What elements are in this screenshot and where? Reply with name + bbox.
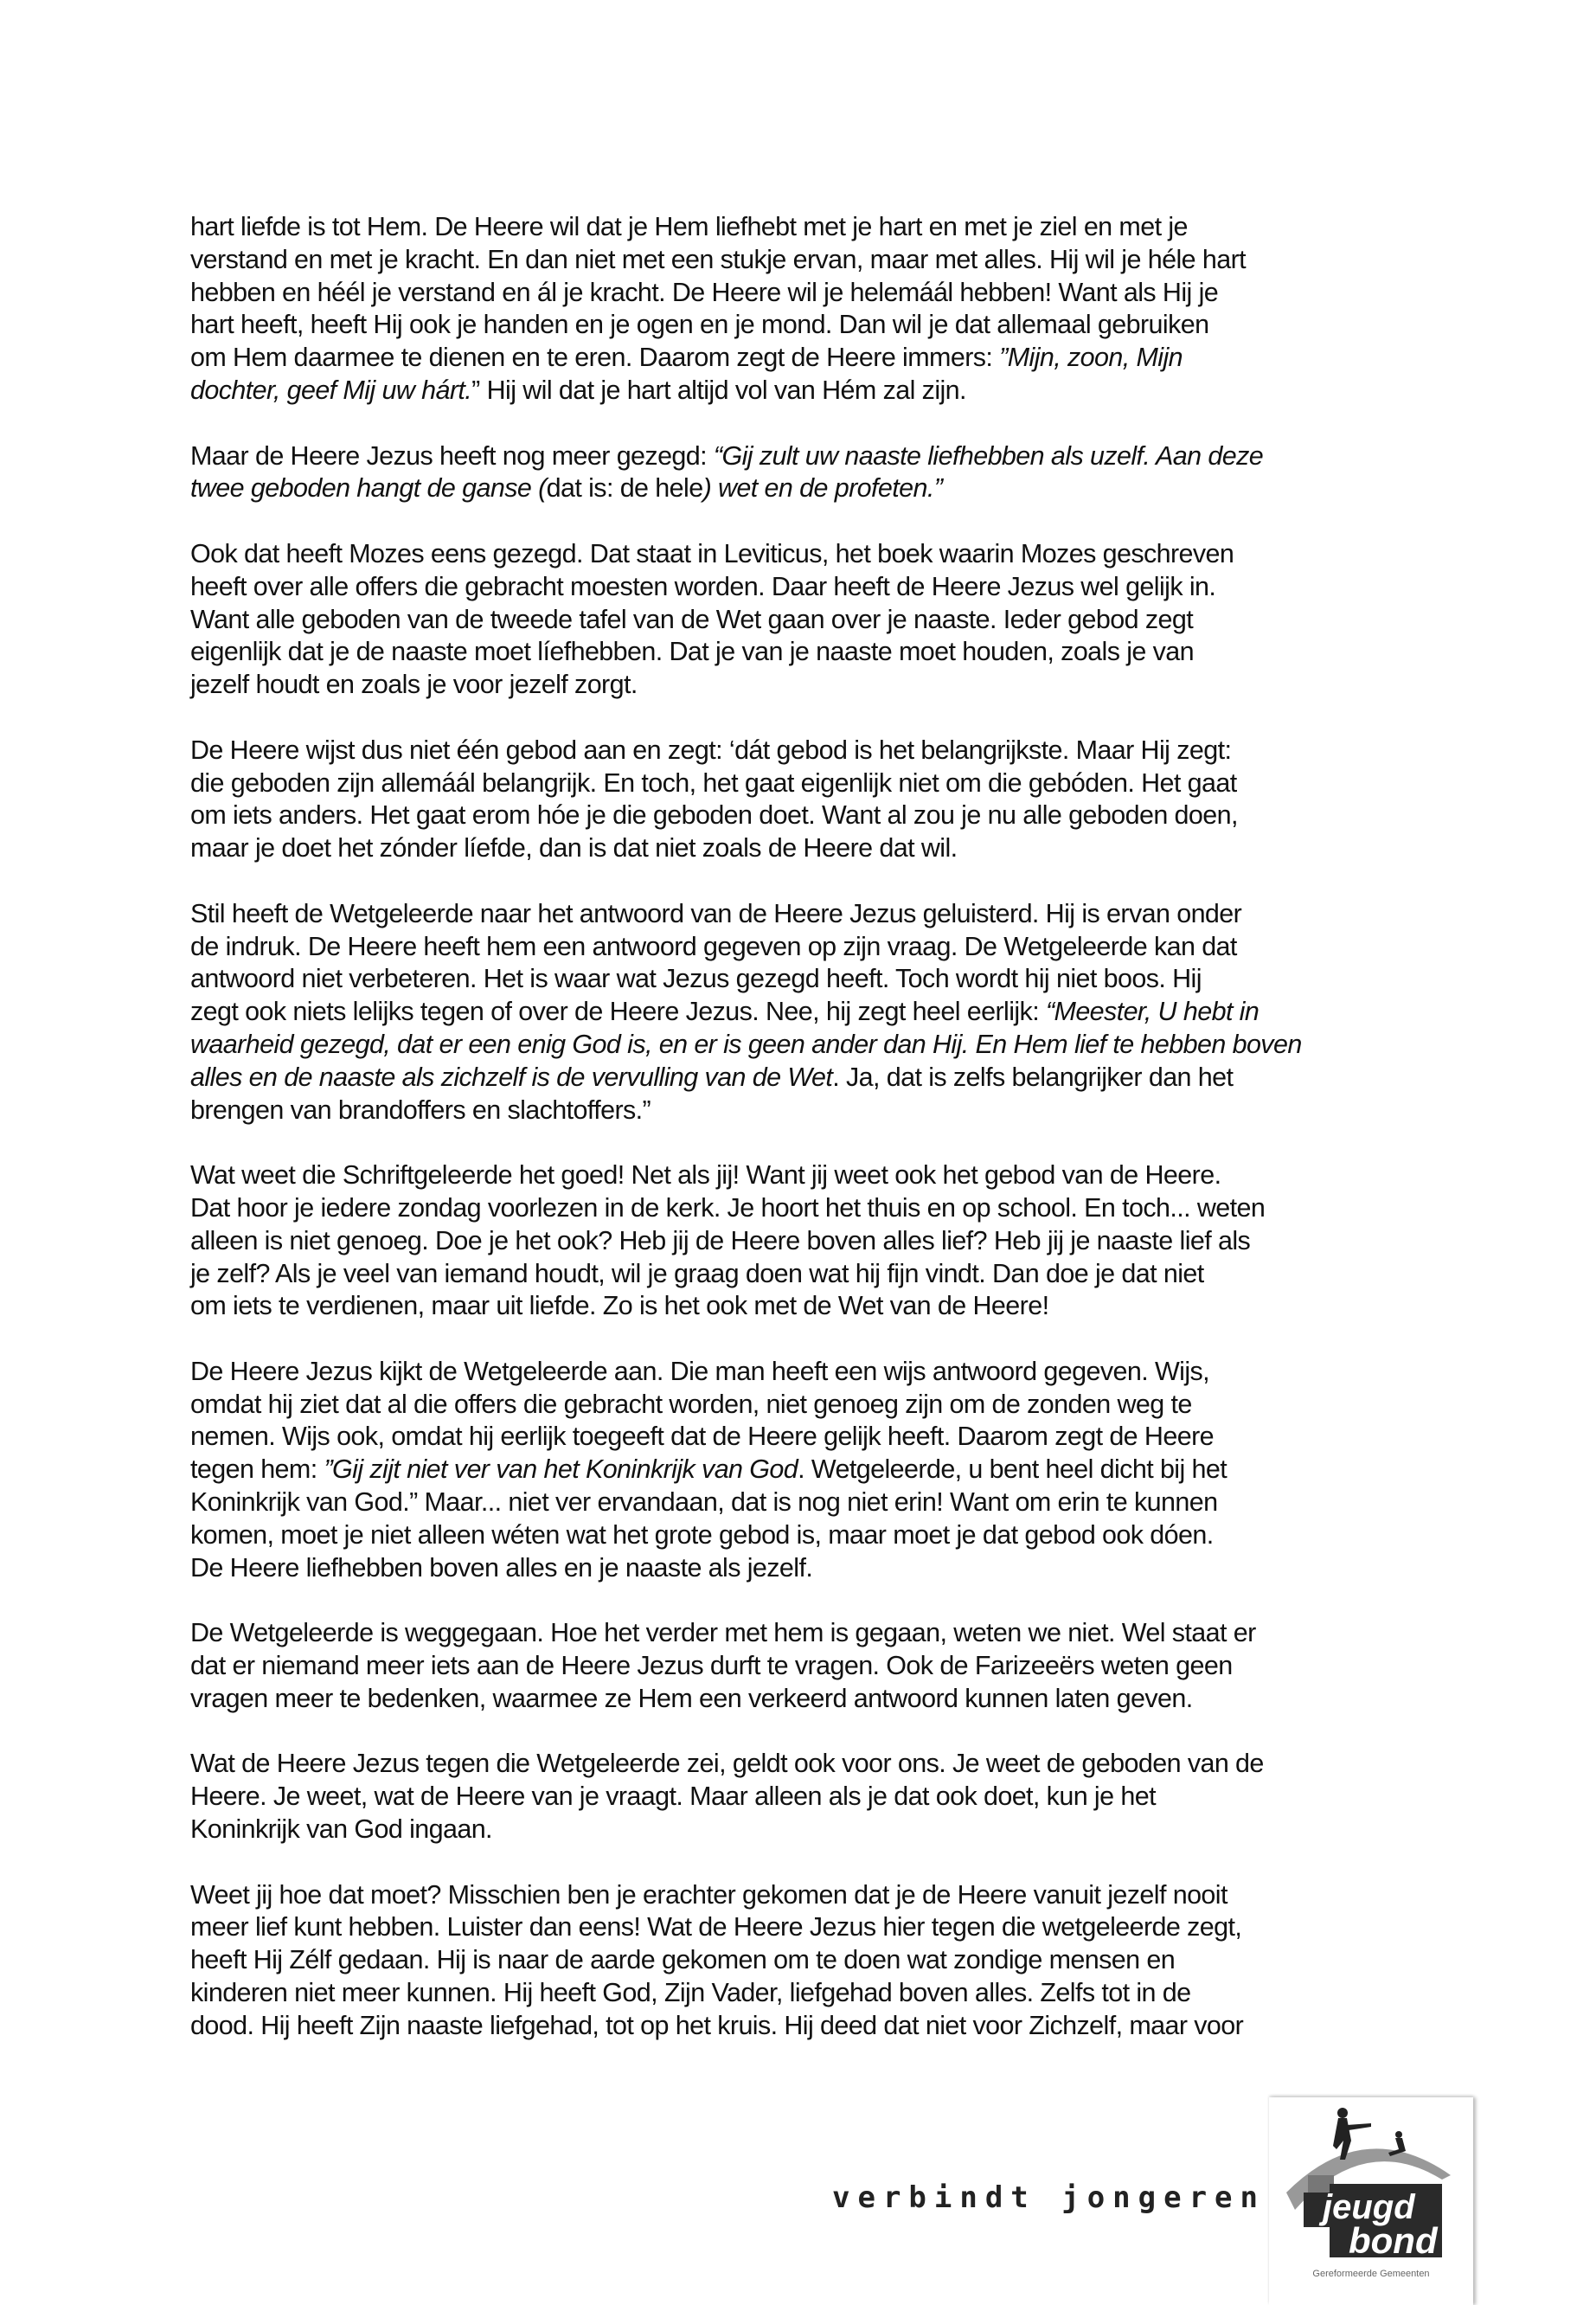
text-line — [190, 1911, 1419, 1944]
text-segment: De Wetgeleerde is weggegaan. Hoe het verder met hem is gegaan, weten we niet. Wel staat er — [190, 1618, 1256, 1648]
text-segment: komen, moet je niet alleen wéten wat het grote gebod is, maar moet je dat gebod ook dóen. — [190, 1519, 1214, 1550]
text-line — [190, 604, 1419, 637]
text-line — [190, 636, 1419, 669]
italic-quote: waarheid gezegd, dat er een enig God is, en er is geen ander dan Hij. En Hem lief te hebben boven — [190, 1029, 1302, 1059]
text-segment: hart liefde is tot Hem. De Heere wil dat je Hem liefhebt met je hart en met je ziel en met je — [190, 212, 1188, 241]
text-line — [190, 571, 1419, 604]
text-line — [190, 1748, 1419, 1781]
logo-word-jeugd: jeugd — [1323, 2188, 1415, 2226]
text-line — [190, 1454, 1419, 1486]
text-line — [190, 1062, 1419, 1095]
logo-graphic — [1269, 2097, 1473, 2270]
text-line — [190, 1029, 1419, 1062]
text-segment: Heere. Je weet, wat de Heere van je vraagt. Maar alleen als je dat ook doet, kun je het — [190, 1782, 1156, 1812]
text-segment: Maar de Heere Jezus heeft nog meer gezegd: — [190, 440, 714, 471]
text-line — [190, 1389, 1419, 1422]
text-segment: kinderen niet meer kunnen. Hij heeft God, Zijn Vader, liefgehad boven alles. Zelfs tot in de — [190, 1978, 1191, 2008]
text-segment: zegt ook niets lelijks tegen of over de Heere Jezus. Nee, hij zegt heel eerlijk: — [190, 997, 1046, 1027]
logo-subtitle: Gereformeerde Gemeenten — [1312, 2269, 1430, 2279]
text-line — [190, 1159, 1419, 1192]
text-line — [190, 898, 1419, 931]
text-segment: Ook dat heeft Mozes eens gezegd. Dat staat in Leviticus, het boek waarin Mozes geschreven — [190, 538, 1234, 568]
text-segment: om iets anders. Het gaat erom hóe je die geboden doet. Want al zou je nu alle geboden doen, — [190, 800, 1238, 831]
text-segment: eigenlijk dat je de naaste moet líefhebben. Dat je van je naaste moet houden, zoals je van — [190, 637, 1195, 667]
text-line — [190, 799, 1419, 832]
text-segment: heeft Hij Zélf gedaan. Hij is naar de aarde gekomen om te doen wat zondige mensen en — [190, 1945, 1176, 1975]
text-segment: antwoord niet verbeteren. Het is waar wat Jezus gezegd heeft. Toch wordt hij niet boos. Hij — [190, 964, 1202, 994]
text-line — [190, 1781, 1419, 1814]
text-line — [190, 472, 1419, 505]
text-line — [190, 735, 1419, 767]
text-line — [190, 767, 1419, 800]
text-line — [190, 1421, 1419, 1454]
italic-quote: “Gij zult uw naaste liefhebben als uzelf. Aan deze — [713, 440, 1264, 471]
text-segment: De Heere Jezus kijkt de Wetgeleerde aan. Die man heeft een wijs antwoord gegeven. Wijs, — [190, 1356, 1210, 1386]
text-segment: De Heere liefhebben boven alles en je naaste als jezelf. — [190, 1552, 813, 1583]
italic-quote: ) wet en de profeten.” — [702, 473, 943, 504]
text-segment: vragen meer te bedenken, waarmee ze Hem een verkeerd antwoord kunnen laten geven. — [190, 1683, 1193, 1713]
text-line — [190, 538, 1419, 571]
text-line — [190, 1814, 1419, 1846]
text-segment: dat er niemand meer iets aan de Heere Jezus durft te vragen. Ook de Farizeeërs weten geen — [190, 1651, 1233, 1681]
text-line — [190, 2010, 1419, 2043]
text-segment: Weet jij hoe dat moet? Misschien ben je erachter gekomen dat je de Heere vanuit jezelf nooit — [190, 1879, 1227, 1910]
text-segment: . Ja, dat is zelfs belangrijker dan het — [832, 1062, 1234, 1092]
text-line — [190, 1095, 1419, 1127]
text-line — [190, 211, 1419, 244]
paragraph — [190, 538, 1419, 702]
text-line — [190, 1617, 1419, 1650]
text-line — [190, 1225, 1419, 1258]
text-line — [190, 832, 1419, 865]
text-segment: Stil heeft de Wetgeleerde naar het antwoord van de Heere Jezus geluisterd. Hij is ervan onder — [190, 898, 1242, 928]
body-text — [190, 211, 1419, 2075]
text-line — [190, 440, 1419, 473]
text-line — [190, 244, 1419, 277]
logo-word-bond: bond — [1349, 2220, 1438, 2261]
text-segment: die geboden zijn allemáál belangrijk. En toch, het gaat eigenlijk niet om die gebóden. Het gaat — [190, 767, 1237, 798]
text-line — [190, 1486, 1419, 1519]
tagline: verbindt jongeren — [832, 2180, 1266, 2215]
text-line — [190, 931, 1419, 964]
text-line — [190, 1356, 1419, 1389]
italic-quote: twee geboden hangt de ganse ( — [190, 473, 547, 504]
text-segment: brengen van brandoffers en slachtoffers.” — [190, 1095, 651, 1125]
text-segment: Want alle geboden van de tweede tafel van de Wet gaan over je naaste. Ieder gebod zegt — [190, 604, 1194, 634]
text-segment: dat is: de hele — [546, 473, 703, 504]
text-segment: Wat weet die Schriftgeleerde het goed! Net als jij! Want jij weet ook het gebod van de Heere. — [190, 1160, 1221, 1191]
text-segment: hebben en héél je verstand en ál je kracht. De Heere wil je helemáál hebben! Want als Hij je — [190, 277, 1219, 307]
text-line — [190, 963, 1419, 996]
paragraph — [190, 1356, 1419, 1585]
paragraph — [190, 1879, 1419, 2043]
text-line — [190, 309, 1419, 342]
text-line — [190, 1258, 1419, 1291]
paragraph — [190, 1617, 1419, 1715]
text-line — [190, 669, 1419, 702]
text-segment: dood. Hij heeft Zijn naaste liefgehad, tot op het kruis. Hij deed dat niet voor Zichzelf, maar voor — [190, 2010, 1244, 2040]
italic-quote: alles en de naaste als zichzelf is de vervulling van de Wet — [190, 1062, 833, 1092]
paragraph — [190, 735, 1419, 865]
text-line — [190, 1192, 1419, 1225]
text-line — [190, 1683, 1419, 1716]
text-line — [190, 1977, 1419, 2010]
italic-quote: ”Gij zijt niet ver van het Koninkrijk van God — [324, 1454, 798, 1485]
text-segment: tegen hem: — [190, 1454, 324, 1485]
paragraph — [190, 1748, 1419, 1846]
italic-quote: “Meester, U hebt in — [1045, 997, 1259, 1027]
text-segment: Koninkrijk van God ingaan. — [190, 1814, 492, 1845]
paragraph — [190, 898, 1419, 1127]
text-segment: je zelf? Als je veel van iemand houdt, wil je graag doen wat hij fijn vindt. Dan doe je dat niet — [190, 1258, 1204, 1288]
text-segment: hart heeft, heeft Hij ook je handen en je ogen en je mond. Dan wil je dat allemaal gebruiken — [190, 310, 1209, 340]
jeugdbond-logo — [1269, 2097, 1473, 2305]
text-line — [190, 1519, 1419, 1552]
text-line — [190, 277, 1419, 310]
paragraph — [190, 440, 1419, 506]
text-segment: heeft over alle offers die gebracht moesten worden. Daar heeft de Heere Jezus wel gelijk in. — [190, 571, 1216, 601]
text-segment: verstand en met je kracht. En dan niet met een stukje ervan, maar met alles. Hij wil je héle hart — [190, 244, 1247, 274]
text-segment: Koninkrijk van God.” Maar... niet ver ervandaan, dat is nog niet erin! Want om erin te kunnen — [190, 1487, 1218, 1518]
text-segment: omdat hij ziet dat al die offers die gebracht worden, niet genoeg zijn om de zonden weg te — [190, 1389, 1192, 1419]
text-segment: ” Hij wil dat je hart altijd vol van Hém zal zijn. — [471, 375, 966, 405]
text-line — [190, 375, 1419, 408]
text-segment: De Heere wijst dus niet één gebod aan en zegt: ‘dát gebod is het belangrijkste. Maar Hij zegt: — [190, 735, 1232, 765]
text-line — [190, 1944, 1419, 1977]
text-line — [190, 1290, 1419, 1323]
italic-quote: dochter, geef Mij uw hárt. — [190, 375, 472, 405]
paragraph — [190, 1159, 1419, 1323]
text-segment: de indruk. De Heere heeft hem een antwoord gegeven op zijn vraag. De Wetgeleerde kan dat — [190, 931, 1237, 961]
paragraph — [190, 211, 1419, 408]
text-line — [190, 1879, 1419, 1912]
text-line — [190, 342, 1419, 375]
text-segment: nemen. Wijs ook, omdat hij eerlijk toegeeft dat de Heere gelijk heeft. Daarom zegt de Heere — [190, 1422, 1214, 1452]
text-line — [190, 1650, 1419, 1683]
text-line — [190, 996, 1419, 1029]
text-segment: om iets te verdienen, maar uit liefde. Zo is het ook met de Wet van de Heere! — [190, 1291, 1049, 1321]
text-segment: maar je doet het zónder líefde, dan is dat niet zoals de Heere dat wil. — [190, 833, 958, 864]
text-segment: om Hem daarmee te dienen en te eren. Daarom zegt de Heere immers: — [190, 343, 1000, 373]
text-segment: . Wetgeleerde, u bent heel dicht bij het — [798, 1454, 1227, 1485]
text-segment: Wat de Heere Jezus tegen die Wetgeleerde zei, geldt ook voor ons. Je weet de geboden van de — [190, 1749, 1264, 1779]
italic-quote: ”Mijn, zoon, Mijn — [999, 343, 1183, 373]
text-segment: meer lief kunt hebben. Luister dan eens! Wat de Heere Jezus hier tegen die wetgeleerde zegt, — [190, 1912, 1242, 1942]
text-segment: Dat hoor je iedere zondag voorlezen in de kerk. Je hoort het thuis en op school. En toch... weten — [190, 1192, 1266, 1223]
text-segment: alleen is niet genoeg. Doe je het ook? Heb jij de Heere boven alles lief? Heb jij je naaste lief als — [190, 1225, 1251, 1255]
text-line — [190, 1552, 1419, 1585]
text-segment: jezelf houdt en zoals je voor jezelf zorgt. — [190, 670, 638, 700]
